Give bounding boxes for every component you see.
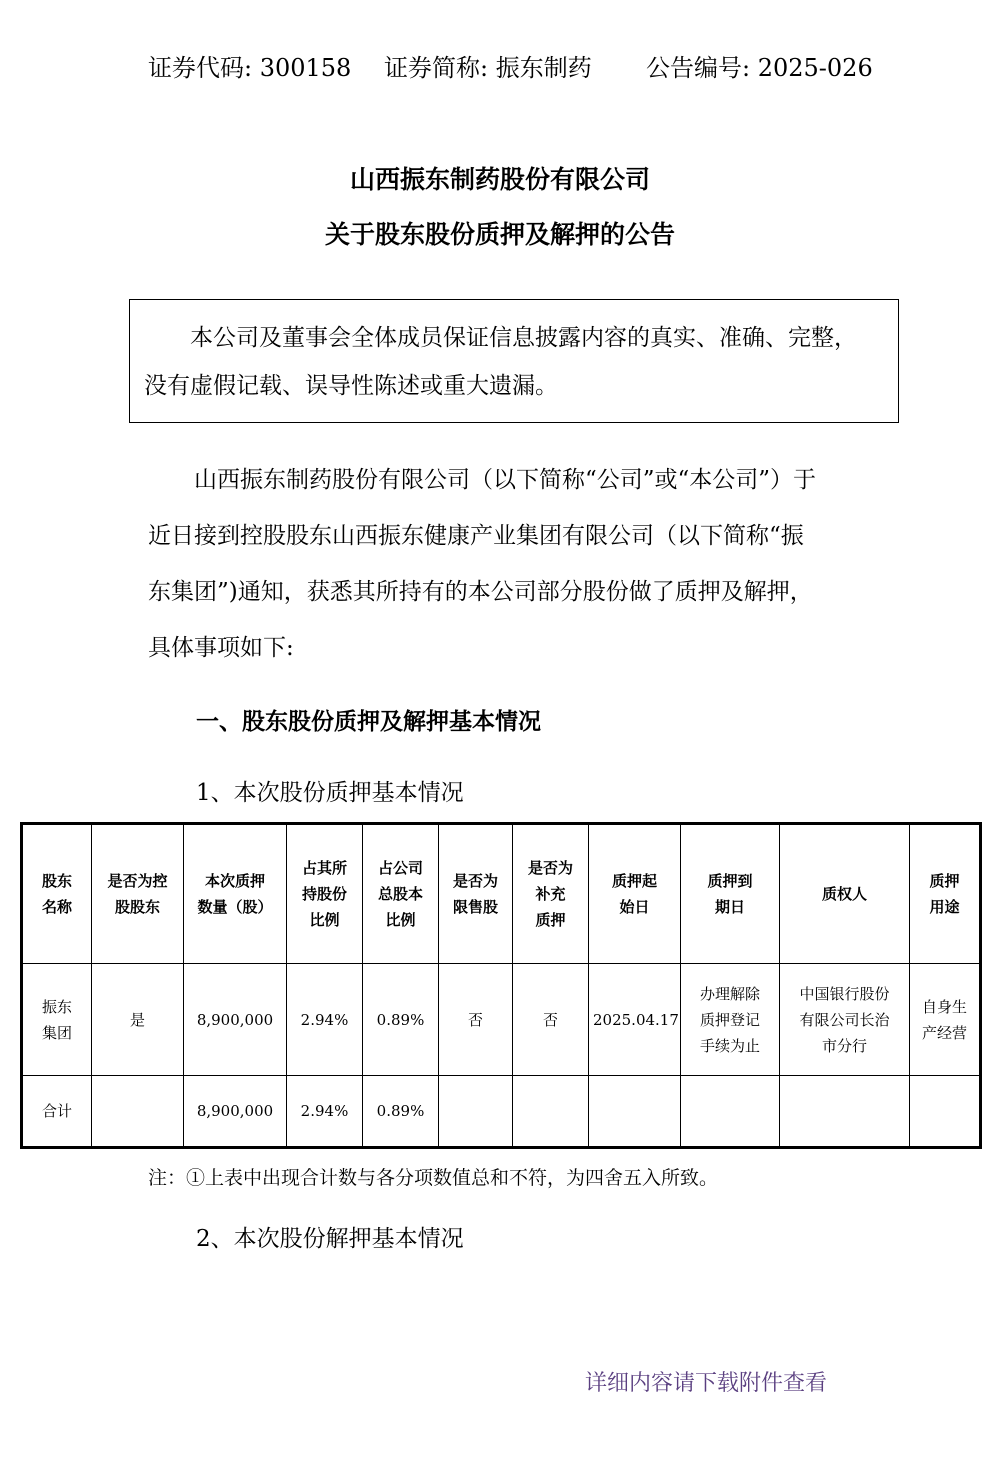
company-title: 山西振东制药股份有限公司 — [349, 165, 650, 194]
header-total-ratio: 占公司 总股本 比例 — [363, 824, 439, 964]
intro-line-2: 近日接到控股股东山西振东健康产业集团有限公司（以下简称“振 — [148, 523, 804, 549]
header-supplementary: 是否为 补充 质押 — [513, 824, 589, 964]
header-shareholder-name: 股东 名称 — [22, 824, 92, 964]
cell-total-holding-ratio: 2.94% — [287, 1076, 363, 1148]
cell-empty — [513, 1076, 589, 1148]
declaration-line-2: 没有虚假记载、误导性陈述或重大遗漏。 — [144, 373, 558, 399]
section-heading-1: 一、股东股份质押及解押基本情况 — [196, 709, 541, 735]
table-row — [22, 964, 981, 1076]
cell-empty — [910, 1076, 981, 1148]
notice-title: 关于股东股份质押及解押的公告 — [324, 220, 675, 249]
table-total-row — [22, 1076, 981, 1148]
cell-name: 振东 集团 — [22, 964, 92, 1076]
cell-empty — [589, 1076, 681, 1148]
cell-start-date: 2025.04.17 — [589, 964, 681, 1076]
cell-end-date: 办理解除 质押登记 手续为止 — [681, 964, 780, 1076]
cell-total-total-ratio: 0.89% — [363, 1076, 439, 1148]
header-restricted: 是否为 限售股 — [439, 824, 513, 964]
intro-line-4: 具体事项如下: — [148, 635, 294, 661]
intro-paragraph — [148, 452, 868, 676]
notice-number: 公告编号: 2025-026 — [646, 54, 873, 82]
table-header-row — [22, 824, 981, 964]
cell-controlling: 是 — [92, 964, 184, 1076]
cell-empty — [92, 1076, 184, 1148]
stock-short-name: 证券简称: 振东制药 — [384, 54, 592, 82]
header-pledgee: 质权人 — [780, 824, 910, 964]
subsection-heading-2: 2、本次股份解押基本情况 — [196, 1226, 464, 1252]
pledge-table — [20, 822, 982, 1149]
cell-total-quantity: 8,900,000 — [184, 1076, 287, 1148]
cell-purpose: 自身生 产经营 — [910, 964, 981, 1076]
header-holding-ratio: 占其所 持股份 比例 — [287, 824, 363, 964]
subsection-heading-1: 1、本次股份质押基本情况 — [196, 780, 464, 806]
cell-supplementary: 否 — [513, 964, 589, 1076]
document-header — [148, 48, 873, 82]
cell-empty — [681, 1076, 780, 1148]
declaration-box — [129, 299, 899, 423]
header-controlling-shareholder: 是否为控 股股东 — [92, 824, 184, 964]
cell-restricted: 否 — [439, 964, 513, 1076]
stock-code: 证券代码: 300158 — [148, 54, 352, 82]
intro-line-3: 东集团”)通知，获悉其所持有的本公司部分股份做了质押及解押， — [148, 579, 813, 605]
cell-empty — [439, 1076, 513, 1148]
table-note: 注：①上表中出现合计数与各分项数值总和不符，为四舍五入所致。 — [148, 1167, 719, 1189]
header-end-date: 质押到 期日 — [681, 824, 780, 964]
intro-line-1: 山西振东制药股份有限公司（以下简称“公司”或“本公司”）于 — [194, 467, 817, 493]
header-purpose: 质押 用途 — [910, 824, 981, 964]
cell-empty — [780, 1076, 910, 1148]
cell-holding-ratio: 2.94% — [287, 964, 363, 1076]
header-pledge-quantity: 本次质押 数量（股） — [184, 824, 287, 964]
download-attachment-link[interactable]: 详细内容请下载附件查看 — [585, 1371, 828, 1396]
declaration-line-1: 本公司及董事会全体成员保证信息披露内容的真实、准确、完整， — [190, 325, 857, 351]
cell-quantity: 8,900,000 — [184, 964, 287, 1076]
cell-pledgee: 中国银行股份 有限公司长治 市分行 — [780, 964, 910, 1076]
header-start-date: 质押起 始日 — [589, 824, 681, 964]
cell-total-ratio: 0.89% — [363, 964, 439, 1076]
cell-total-label: 合计 — [22, 1076, 92, 1148]
